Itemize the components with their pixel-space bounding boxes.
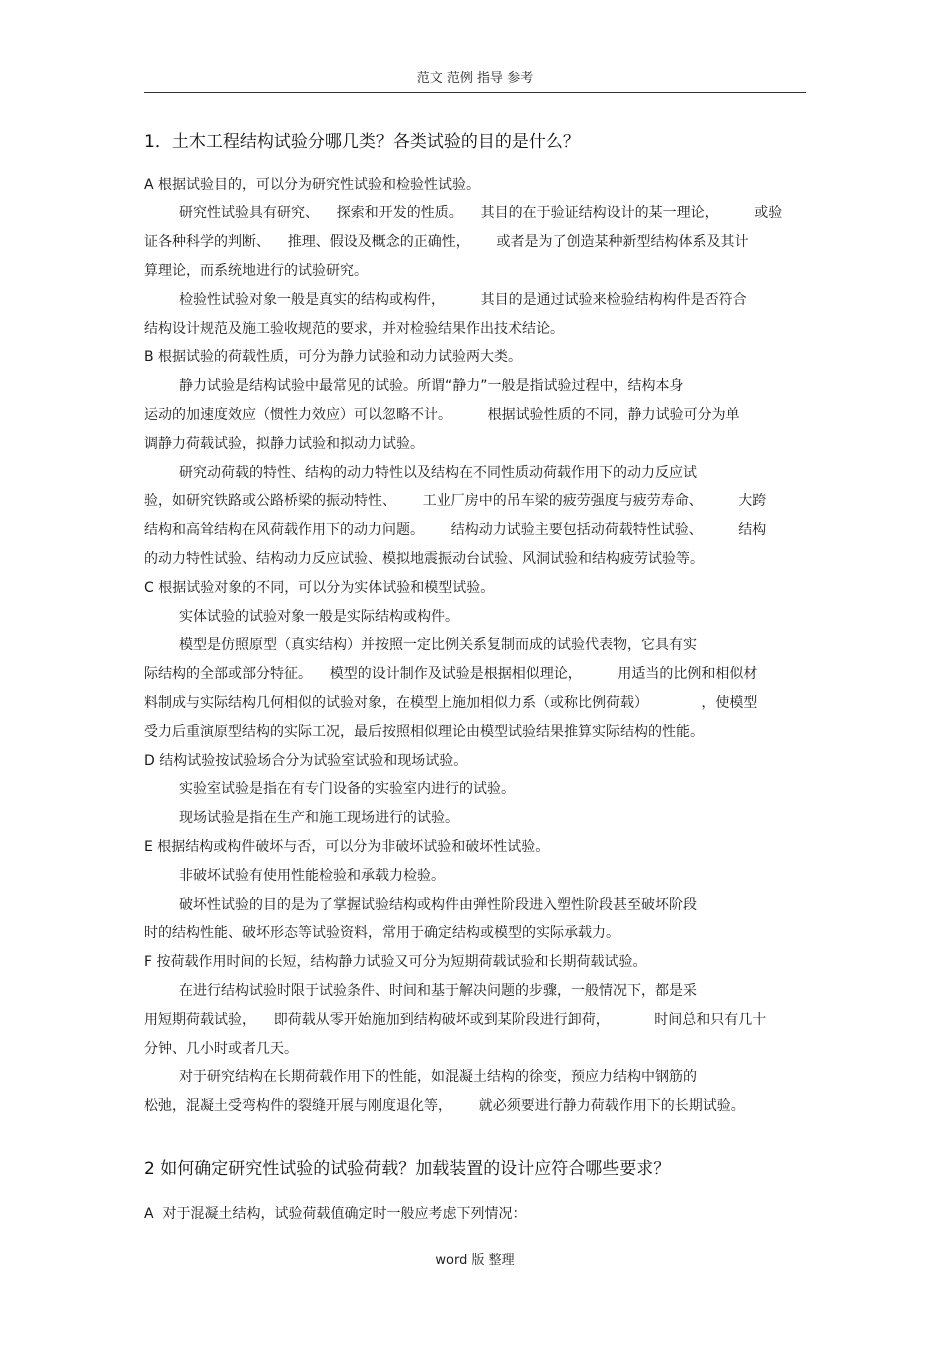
- paragraph-line: 际结构的全部或部分特征。 模型的设计制作及试验是根据相似理论， 用适当的比例和相似材: [144, 666, 758, 682]
- paragraph-line: 检验性试验对象一般是真实的结构或构件， 其目的是通过试验来检验结构构件是否符合: [179, 292, 747, 308]
- paragraph-line: 用短期荷载试验， 即荷载从零开始施加到结构破坏或到某阶段进行卸荷， 时间总和只有几十: [144, 1012, 767, 1028]
- paragraph-line: 料制成与实际结构几何相似的试验对象，在模型上施加相似力系（或称比例荷载） ，使模型: [144, 695, 758, 711]
- paragraph-line: 研究性试验具有研究、 探索和开发的性质。 其目的在于验证结构设计的某一理论， 或验: [179, 205, 783, 221]
- paragraph-line: 的动力特性试验、结构动力反应试验、模拟地震振动台试验、风洞试验和结构疲劳试验等。: [144, 551, 704, 567]
- paragraph-line: 结构和高耸结构在风荷载作用下的动力问题。 结构动力试验主要包括动荷载特性试验、 结构: [144, 522, 767, 538]
- paragraph-line: 实验室试验是指在有专门设备的实验室内进行的试验。: [179, 781, 515, 797]
- paragraph-line: 在进行结构试验时限于试验条件、时间和基于解决问题的步骤，一般情况下，都是采: [179, 983, 697, 999]
- paragraph-line: F 按荷载作用时间的长短，结构静力试验又可分为短期荷载试验和长期荷载试验。: [144, 954, 647, 970]
- paragraph-line: 分钟、几小时或者几天。: [144, 1041, 298, 1057]
- paragraph-line: 受力后重演原型结构的实际工况，最后按照相似理论由模型试验结果推算实际结构的性能。: [144, 724, 704, 740]
- paragraph-line: 对于研究结构在长期荷载作用下的性能，如混凝土结构的徐变，预应力结构中钢筋的: [179, 1069, 697, 1085]
- paragraph-line: A 对于混凝土结构，试验荷载值确定时一般应考虑下列情况：: [144, 1206, 527, 1222]
- paragraph-line: 破坏性试验的目的是为了掌握试验结构或构件由弹性阶段进入塑性阶段甚至破坏阶段: [179, 897, 697, 913]
- paragraph-line: 静力试验是结构试验中最常见的试验。所谓“静力”一般是指试验过程中，结构本身: [179, 378, 684, 394]
- paragraph-line: 时的结构性能、破坏形态等试验资料，常用于确定结构或模型的实际承载力。: [144, 925, 620, 941]
- paragraph-line: C 根据试验对象的不同，可以分为实体试验和模型试验。: [144, 580, 495, 596]
- paragraph-line: 验，如研究铁路或公路桥梁的振动特性、 工业厂房中的吊车梁的疲劳强度与疲劳寿命、 大跨: [144, 493, 767, 509]
- paragraph-line: E 根据结构或构件破坏与否，可以分为非破坏试验和破坏性试验。: [144, 839, 550, 855]
- paragraph-line: 现场试验是指在生产和施工现场进行的试验。: [179, 810, 459, 826]
- paragraph-line: 研究动荷载的特性、结构的动力特性以及结构在不同性质动荷载作用下的动力反应试: [179, 465, 697, 481]
- page-header: 范文 范例 指导 参考: [416, 71, 534, 86]
- paragraph-line: 非破坏试验有使用性能检验和承载力检验。: [179, 868, 445, 884]
- paragraph-line: 运动的加速度效应（惯性力效应）可以忽略不计。 根据试验性质的不同，静力试验可分为单: [144, 407, 740, 423]
- paragraph-line: B 根据试验的荷载性质，可分为静力试验和动力试验两大类。: [144, 349, 523, 365]
- header-divider: [144, 92, 806, 93]
- paragraph-line: 实体试验的试验对象一般是实际结构或构件。: [179, 609, 459, 625]
- question-2-heading: 2 如何确定研究性试验的试验荷载？加载装置的设计应符合哪些要求？: [144, 1159, 671, 1179]
- paragraph-line: 算理论，而系统地进行的试验研究。: [144, 263, 368, 279]
- paragraph-line: 结构设计规范及施工验收规范的要求，并对检验结果作出技术结论。: [144, 321, 564, 337]
- paragraph-line: 松弛，混凝土受弯构件的裂缝开展与刚度退化等， 就必须要进行静力荷载作用下的长期试验。: [144, 1098, 745, 1114]
- paragraph-line: 调静力荷载试验，拟静力试验和拟动力试验。: [144, 436, 424, 452]
- paragraph-line: 证各种科学的判断、 推理、假设及概念的正确性， 或者是为了创造某种新型结构体系及其计: [144, 234, 749, 250]
- paragraph-line: A 根据试验目的，可以分为研究性试验和检验性试验。: [144, 177, 481, 193]
- paragraph-line: 模型是仿照原型（真实结构）并按照一定比例关系复制而成的试验代表物，它具有实: [179, 637, 697, 653]
- page-footer: word 版 整理: [435, 1253, 515, 1268]
- paragraph-line: D 结构试验按试验场合分为试验室试验和现场试验。: [144, 753, 468, 769]
- question-1-heading: 1．土木工程结构试验分哪几类？各类试验的目的是什么？: [144, 132, 580, 152]
